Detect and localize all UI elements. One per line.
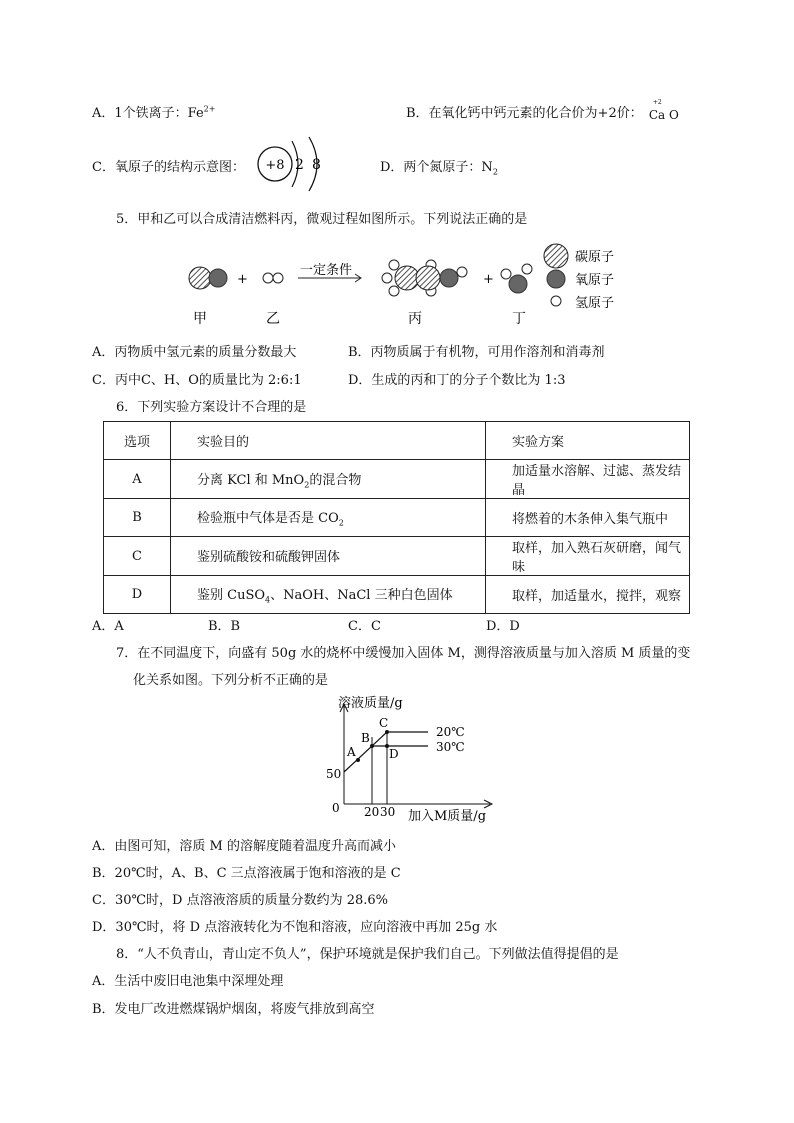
nucleus-charge: +8 xyxy=(265,158,285,173)
molecule-ding xyxy=(501,264,532,293)
row-goal: 鉴别 CuSO$_4$、NaOH、NaCl 三种白色固体 xyxy=(171,576,486,614)
row-goal: 鉴别硫酸铵和硫酸钾固体 xyxy=(171,537,486,576)
legend-hydrogen: 氢原子 xyxy=(575,296,615,311)
q5-option-b: B．丙物质属于有机物，可用作溶剂和消毒剂 xyxy=(348,345,605,360)
x-tick-20: 20 xyxy=(364,805,380,819)
label-yi: 乙 xyxy=(266,311,280,327)
header-option: 选项 xyxy=(104,422,171,460)
q5-option-a: A．丙物质中氢元素的质量分数最大 xyxy=(92,345,297,360)
legend-oxygen: 氧原子 xyxy=(575,273,615,288)
curve-20c xyxy=(344,732,428,772)
q7-option-a: A．由图可知，溶质 M 的溶解度随着温度升高而减小 xyxy=(92,839,396,854)
x-tick-30: 30 xyxy=(380,805,396,819)
q8-option-b: B．发电厂改进燃煤锅炉烟囱，将废气排放到高空 xyxy=(92,1002,375,1017)
molecule-bing xyxy=(382,260,467,296)
cao-formula: Ca O xyxy=(648,107,679,122)
row-plan: 取样，加入熟石灰研磨，闻气味 xyxy=(486,537,690,576)
table-row xyxy=(104,499,690,537)
molecule-reaction-diagram xyxy=(170,236,640,336)
shell-1-electrons: 2 xyxy=(295,157,304,173)
solubility-chart xyxy=(318,690,518,830)
curve-label-20c: 20℃ xyxy=(436,725,465,739)
molecule-jia xyxy=(189,267,227,289)
header-goal: 实验目的 xyxy=(171,422,486,460)
q6-answer-a: A．A xyxy=(92,619,124,634)
q4-option-a: A．1个铁离子：$Fe^{2+}$ xyxy=(92,104,216,121)
point-label-a: A xyxy=(347,745,356,759)
row-plan: 取样，加适量水，搅拌，观察 xyxy=(486,576,690,614)
q6-stem: 6．下列实验方案设计不合理的是 xyxy=(116,400,307,415)
q5-option-d: D．生成的丙和丁的分子个数比为 1:3 xyxy=(348,373,566,388)
q4-option-b: B．在氧化钙中钙元素的化合价为+2价： +2 Ca O xyxy=(406,98,679,122)
q5-option-c: C．丙中C、H、O的质量比为 2:6:1 xyxy=(92,373,302,388)
label-ding: 丁 xyxy=(512,311,526,327)
q4-option-d: D．两个氮原子：$N_2$ xyxy=(380,160,498,177)
point-label-c: C xyxy=(379,716,389,730)
row-goal: 分离 KCl 和 MnO$_2$的混合物 xyxy=(171,460,486,499)
row-option: A xyxy=(104,460,171,499)
y-axis-label: 溶液质量/g xyxy=(338,696,403,711)
shell-2-electrons: 8 xyxy=(312,157,321,173)
label-bing: 丙 xyxy=(408,311,422,327)
label-jia: 甲 xyxy=(193,311,207,327)
q7-option-d: D．30℃时，将 D 点溶液转化为不饱和溶液，应向溶液中再加 25g 水 xyxy=(92,920,498,935)
y-tick-50: 50 xyxy=(326,767,342,781)
point-b xyxy=(370,744,374,748)
table-row xyxy=(104,460,690,499)
point-label-b: B xyxy=(361,731,370,745)
molecule-yi xyxy=(263,273,283,283)
plus-sign-2: + xyxy=(483,272,494,287)
q7-option-b: B．20℃时，A、B、C 三点溶液属于饱和溶液的是 C xyxy=(92,866,401,881)
plus-sign-1: + xyxy=(237,272,248,287)
reaction-condition: 一定条件 xyxy=(300,263,353,278)
legend-carbon: 碳原子 xyxy=(575,250,615,265)
q7-option-c: C．30℃时，D 点溶液溶质的质量分数约为 28.6% xyxy=(92,893,389,908)
q8-option-a: A．生活中废旧电池集中深埋处理 xyxy=(92,974,284,989)
oxygen-atom-structure-diagram xyxy=(254,135,332,195)
q7-stem-line-2: 化关系如图。下列分析不正确的是 xyxy=(133,673,329,688)
q8-stem: 8．“人不负青山，青山定不负人”，保护环境就是保护我们自己。下列做法值得提倡的是 xyxy=(116,947,619,962)
table-row xyxy=(104,576,690,614)
q7-stem-line-1: 7．在不同温度下，向盛有 50g 水的烧杯中缓慢加入固体 M，测得溶液质量与加入溶质 M 质量的变 xyxy=(116,646,691,661)
q4-option-c: C．氧原子的结构示意图： xyxy=(92,160,245,175)
q6-answer-d: D．D xyxy=(486,619,520,634)
q6-answer-c: C．C xyxy=(348,619,381,634)
header-plan: 实验方案 xyxy=(486,422,690,460)
point-label-d: D xyxy=(389,747,399,761)
x-axis-label: 加入M质量/g xyxy=(408,809,487,824)
q6-answer-b: B．B xyxy=(208,619,241,634)
row-plan: 加适量水溶解、过滤、蒸发结晶 xyxy=(486,460,690,499)
point-a xyxy=(356,758,360,762)
origin-label: 0 xyxy=(332,801,340,815)
valence-mark: +2 xyxy=(652,98,662,106)
row-option: B xyxy=(104,499,171,537)
curve-label-30c: 30℃ xyxy=(436,740,465,754)
diagram-legend xyxy=(544,244,614,311)
experiment-table xyxy=(103,421,690,614)
row-option: D xyxy=(104,576,171,614)
table-header-row xyxy=(104,422,690,460)
row-plan: 将燃着的木条伸入集气瓶中 xyxy=(486,499,690,537)
point-c xyxy=(385,730,389,734)
table-row xyxy=(104,537,690,576)
row-option: C xyxy=(104,537,171,576)
row-goal: 检验瓶中气体是否是 $CO_2$ xyxy=(171,499,486,537)
q5-stem: 5．甲和乙可以合成清洁燃料丙，微观过程如图所示。下列说法正确的是 xyxy=(116,212,528,227)
